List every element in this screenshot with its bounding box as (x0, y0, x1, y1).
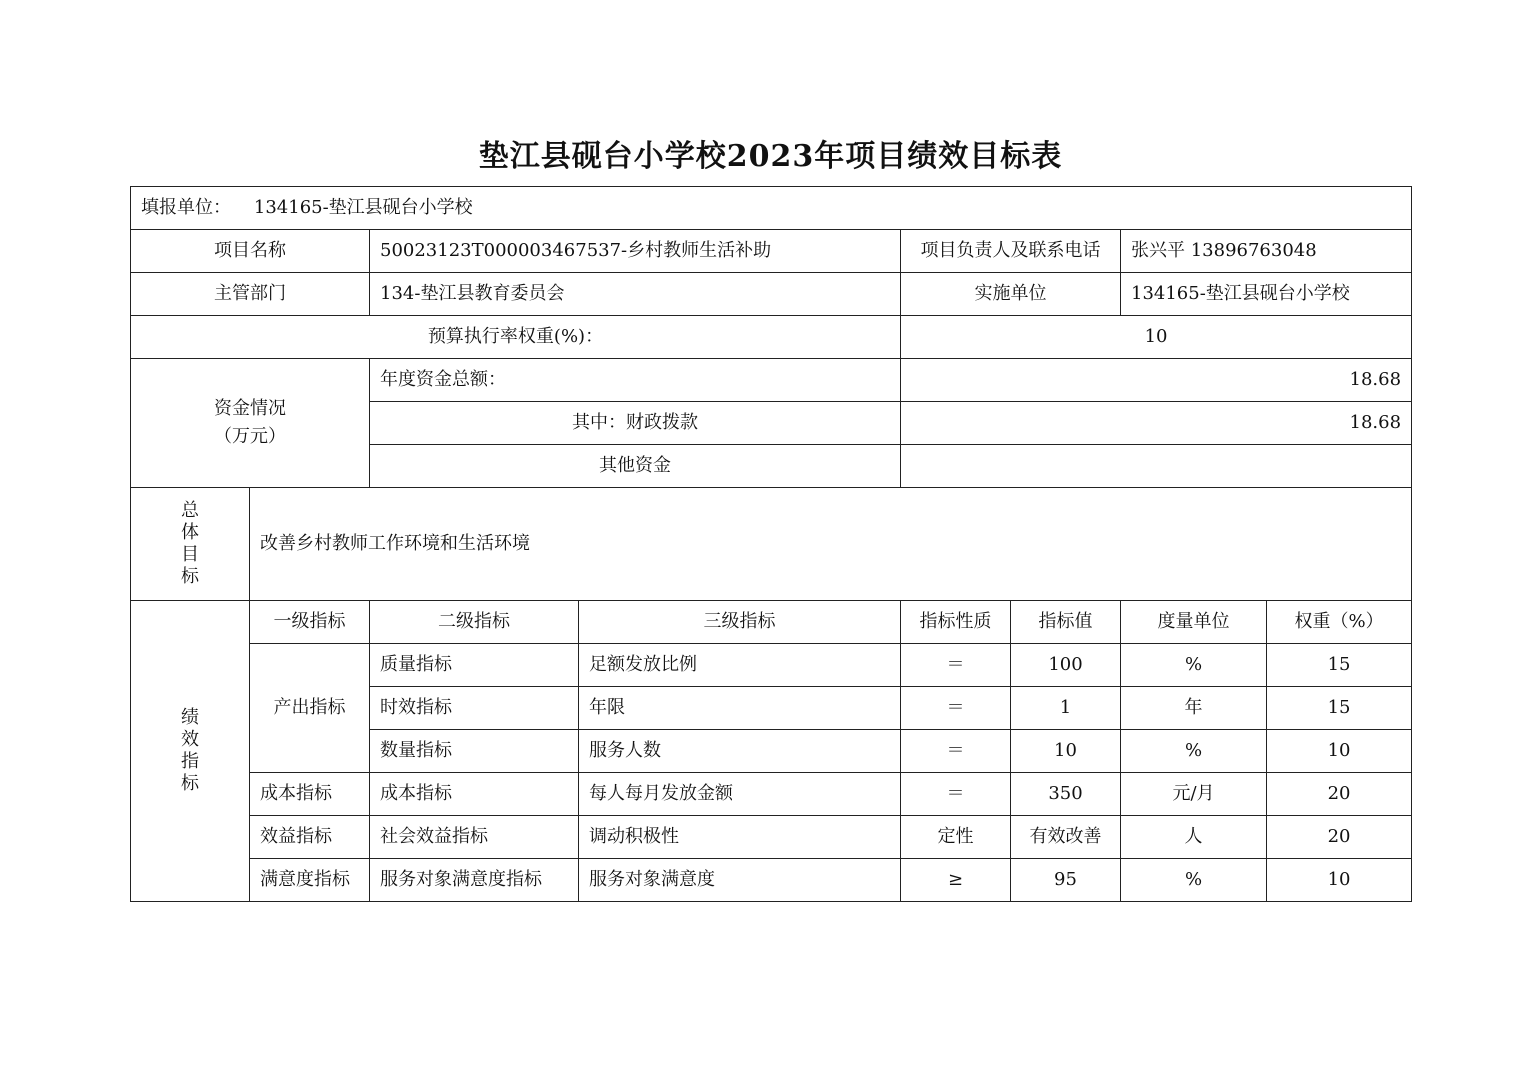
level1-cell: 满意度指标 (250, 859, 370, 902)
level1-cell: 效益指标 (250, 816, 370, 859)
header-level3: 三级指标 (579, 601, 901, 644)
nature-cell: 定性 (901, 816, 1011, 859)
level3-cell: 服务人数 (579, 730, 901, 773)
indicator-header-row (131, 601, 1412, 644)
department-value: 134-垫江县教育委员会 (370, 273, 901, 316)
value-cell: 350 (1011, 773, 1121, 816)
performance-table (130, 186, 1412, 902)
project-name-label: 项目名称 (131, 230, 370, 273)
header-value: 指标值 (1011, 601, 1121, 644)
level3-cell: 每人每月发放金额 (579, 773, 901, 816)
weight-cell: 15 (1267, 687, 1412, 730)
value-cell: 有效改善 (1011, 816, 1121, 859)
value-cell: 100 (1011, 644, 1121, 687)
fill-unit-value: 134165-垫江县砚台小学校 (253, 197, 473, 218)
table-row (131, 773, 1412, 816)
weight-cell: 20 (1267, 773, 1412, 816)
level3-cell: 服务对象满意度 (579, 859, 901, 902)
funds-label (131, 359, 370, 488)
level2-cell: 数量指标 (370, 730, 579, 773)
unit-cell: % (1121, 644, 1267, 687)
page-title: 垫江县砚台小学校2023年项目绩效目标表 (478, 139, 1063, 174)
funds-fiscal-value: 18.68 (901, 402, 1412, 445)
overall-goal-row (131, 488, 1412, 601)
funds-other-label: 其他资金 (370, 445, 901, 488)
funds-total-row (131, 359, 1412, 402)
unit-cell: 人 (1121, 816, 1267, 859)
fill-unit-row (131, 187, 1412, 230)
weight-cell: 10 (1267, 730, 1412, 773)
project-leader-value: 张兴平 13896763048 (1121, 230, 1412, 273)
funds-total-value: 18.68 (901, 359, 1412, 402)
weight-cell: 20 (1267, 816, 1412, 859)
budget-weight-label: 预算执行率权重(%)： (131, 316, 901, 359)
table-row (131, 816, 1412, 859)
implementer-value: 134165-垫江县砚台小学校 (1121, 273, 1412, 316)
table-row (131, 859, 1412, 902)
project-name-row (131, 230, 1412, 273)
overall-goal-char: 目 (181, 544, 199, 565)
output-indicator-group: 产出指标 (250, 644, 370, 773)
level2-cell: 服务对象满意度指标 (370, 859, 579, 902)
level2-cell: 质量指标 (370, 644, 579, 687)
funds-other-value (901, 445, 1412, 488)
overall-goal-char: 标 (181, 566, 199, 587)
nature-cell: ≥ (901, 859, 1011, 902)
indicators-label-char: 绩 (181, 707, 199, 728)
level1-cell: 成本指标 (250, 773, 370, 816)
unit-cell: % (1121, 730, 1267, 773)
indicators-label-char: 标 (181, 773, 199, 794)
funds-total-label: 年度资金总额： (370, 359, 901, 402)
level2-cell: 成本指标 (370, 773, 579, 816)
implementer-label: 实施单位 (901, 273, 1121, 316)
level3-cell: 足额发放比例 (579, 644, 901, 687)
level2-cell: 社会效益指标 (370, 816, 579, 859)
value-cell: 1 (1011, 687, 1121, 730)
overall-goal-label (131, 488, 250, 601)
budget-weight-value: 10 (901, 316, 1412, 359)
unit-cell: % (1121, 859, 1267, 902)
nature-cell: ＝ (901, 730, 1011, 773)
indicators-label-char: 效 (181, 729, 199, 750)
header-weight: 权重（%） (1267, 601, 1412, 644)
funds-label-line2: （万元） (214, 426, 286, 447)
level2-cell: 时效指标 (370, 687, 579, 730)
project-name-value: 50023123T000003467537-乡村教师生活补助 (370, 230, 901, 273)
header-level1: 一级指标 (250, 601, 370, 644)
indicators-label (131, 601, 250, 902)
funds-label-line1: 资金情况 (214, 398, 286, 419)
header-level2: 二级指标 (370, 601, 579, 644)
nature-cell: ＝ (901, 687, 1011, 730)
table-row (131, 644, 1412, 687)
fill-unit-label: 填报单位： (141, 197, 231, 218)
fill-unit-cell (131, 187, 1412, 230)
unit-cell: 年 (1121, 687, 1267, 730)
nature-cell: ＝ (901, 773, 1011, 816)
project-leader-label: 项目负责人及联系电话 (901, 230, 1121, 273)
overall-goal-char: 体 (181, 522, 199, 543)
overall-goal-char: 总 (181, 500, 199, 521)
weight-cell: 10 (1267, 859, 1412, 902)
weight-cell: 15 (1267, 644, 1412, 687)
funds-fiscal-label: 其中：财政拨款 (370, 402, 901, 445)
unit-cell: 元/月 (1121, 773, 1267, 816)
header-nature: 指标性质 (901, 601, 1011, 644)
department-label: 主管部门 (131, 273, 370, 316)
department-row (131, 273, 1412, 316)
budget-weight-row (131, 316, 1412, 359)
overall-goal-text: 改善乡村教师工作环境和生活环境 (250, 488, 1412, 601)
nature-cell: ＝ (901, 644, 1011, 687)
value-cell: 10 (1011, 730, 1121, 773)
level3-cell: 调动积极性 (579, 816, 901, 859)
indicators-label-char: 指 (181, 751, 199, 772)
value-cell: 95 (1011, 859, 1121, 902)
header-unit: 度量单位 (1121, 601, 1267, 644)
level3-cell: 年限 (579, 687, 901, 730)
